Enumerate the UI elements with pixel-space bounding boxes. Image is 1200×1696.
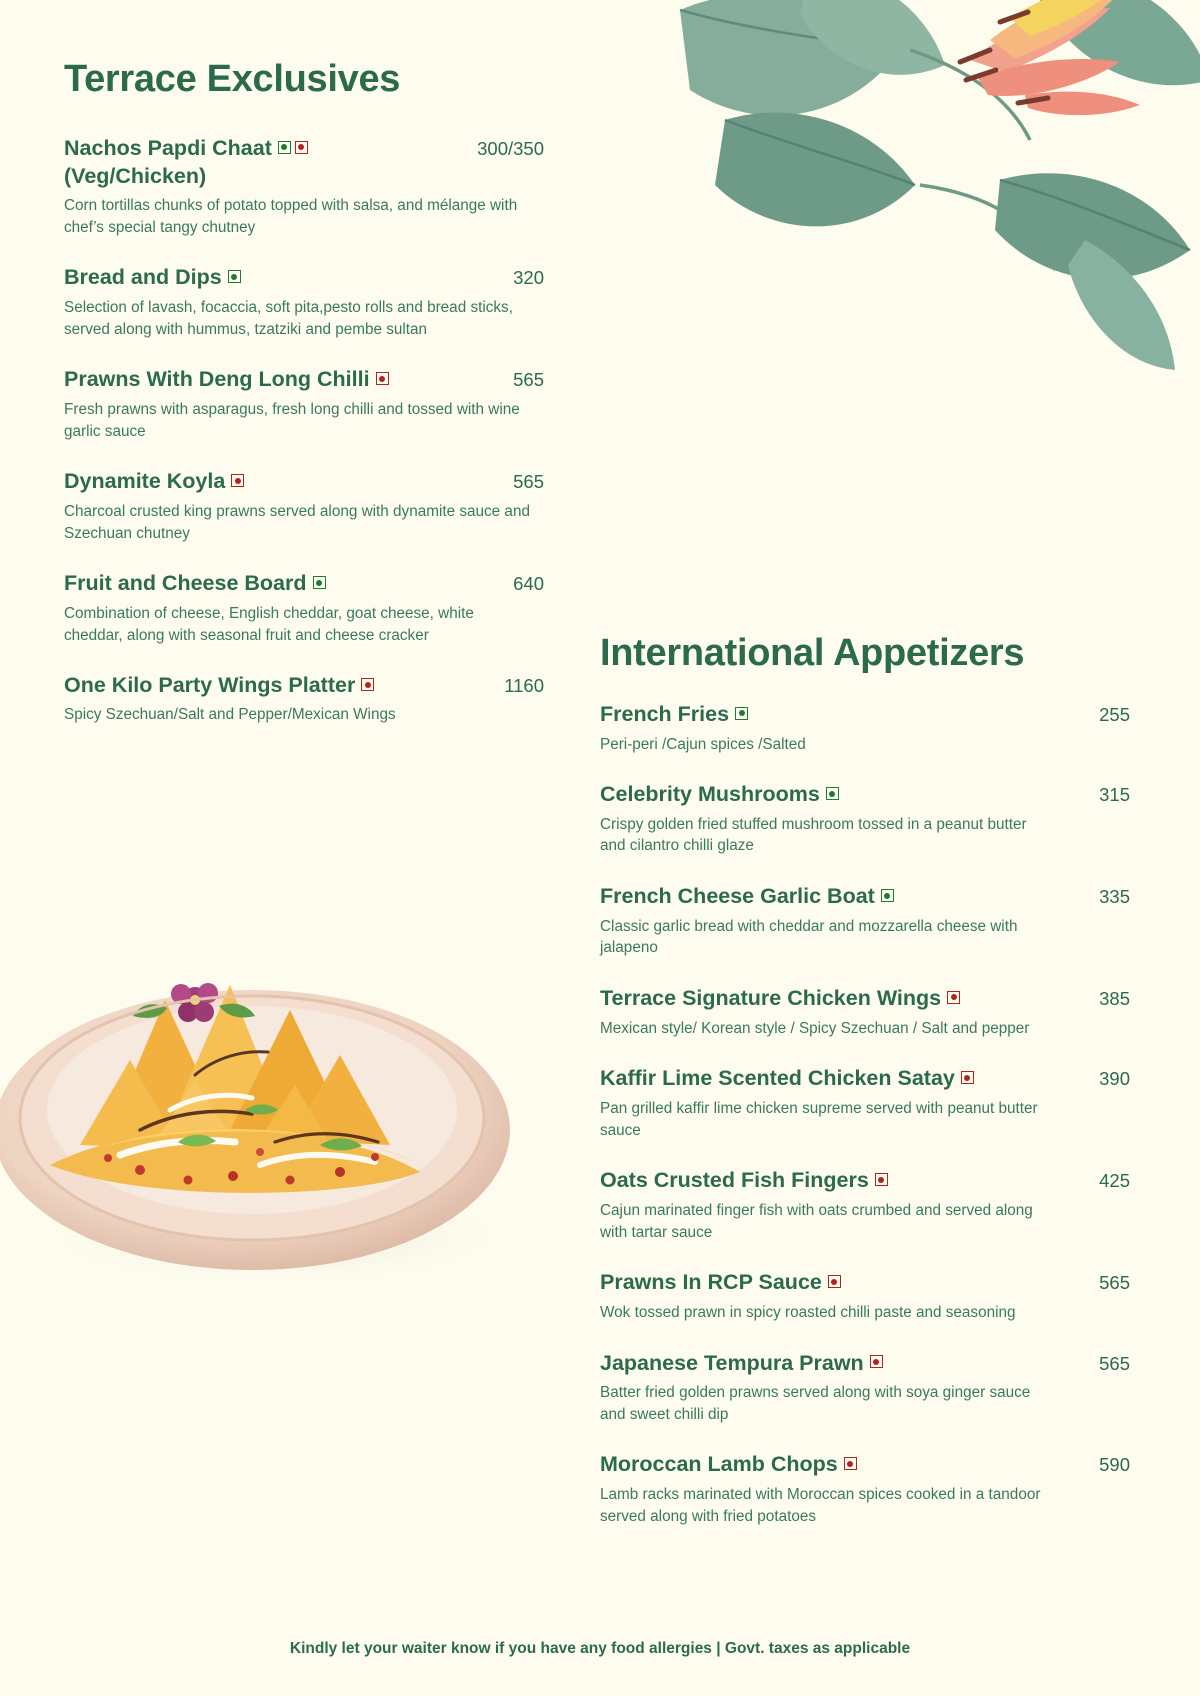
menu-item-name-text: French Cheese Garlic Boat xyxy=(600,884,875,909)
menu-item-name xyxy=(600,985,1089,1013)
veg-icon xyxy=(881,889,894,902)
diet-marks xyxy=(735,707,748,720)
menu-item-price: 590 xyxy=(1099,1454,1130,1476)
nonveg-icon xyxy=(295,141,308,154)
menu-item-name-text: Bread and Dips xyxy=(64,265,222,290)
menu-item-name xyxy=(600,1350,1089,1378)
menu-item-name-line2: (Veg/Chicken) xyxy=(64,163,207,188)
menu-item-name-text: Moroccan Lamb Chops xyxy=(600,1452,838,1477)
menu-item-description: Charcoal crusted king prawns served along with dynamite sauce and Szechuan chutney xyxy=(64,502,530,542)
menu-item-description: Corn tortillas chunks of potato topped with salsa, and mélange with chef’s special tangy chutney xyxy=(64,197,518,236)
diet-marks xyxy=(826,787,839,800)
menu-item-name-text: Prawns With Deng Long Chilli xyxy=(64,367,370,392)
menu-item-name xyxy=(600,781,1089,809)
diet-marks xyxy=(228,270,241,283)
menu-item xyxy=(64,570,544,646)
menu-item-name xyxy=(600,883,1089,911)
menu-item-price: 300/350 xyxy=(477,138,544,159)
section-terrace-exclusives xyxy=(64,58,544,752)
menu-item-name-text: Fruit and Cheese Board xyxy=(64,571,307,596)
section-international-appetizers xyxy=(600,632,1130,1553)
menu-item xyxy=(600,701,1130,755)
menu-item-description: Wok tossed prawn in spicy roasted chilli paste and seasoning xyxy=(600,1303,1016,1321)
menu-item-name-text: Prawns In RCP Sauce xyxy=(600,1270,822,1295)
menu-item-description: Crispy golden fried stuffed mushroom tossed in a peanut butter and cilantro chilli glaze xyxy=(600,815,1027,855)
menu-item-description: Fresh prawns with asparagus, fresh long chilli and tossed with wine garlic sauce xyxy=(64,400,520,440)
nonveg-icon xyxy=(361,678,374,691)
menu-item-price: 335 xyxy=(1099,886,1130,908)
menu-item-price: 565 xyxy=(513,369,544,391)
nonveg-icon xyxy=(961,1071,974,1084)
menu-item-name xyxy=(600,1065,1089,1093)
allergy-notice: Kindly let your waiter know if you have any food allergies | Govt. taxes as applicable xyxy=(289,1640,911,1657)
menu-item-name-text: Japanese Tempura Prawn xyxy=(600,1350,864,1375)
diet-marks xyxy=(844,1457,857,1470)
menu-item-name xyxy=(600,1167,1089,1195)
nonveg-icon xyxy=(828,1275,841,1288)
diet-marks xyxy=(376,372,389,385)
menu-item-price: 425 xyxy=(1099,1170,1130,1192)
menu-item-price: 1160 xyxy=(504,675,544,697)
menu-item xyxy=(600,1350,1130,1426)
menu-item-name-text: French Fries xyxy=(600,702,730,726)
veg-icon xyxy=(826,787,839,800)
menu-item-name xyxy=(600,701,1089,729)
menu-item-description: Combination of cheese, English cheddar, goat cheese, white cheddar, along with seasonal fruit and cheese cracker xyxy=(64,604,474,644)
menu-item-name xyxy=(600,1451,1089,1479)
menu-item-name xyxy=(64,468,503,496)
nonveg-icon xyxy=(231,474,244,487)
menu-item xyxy=(600,781,1130,857)
menu-item-name xyxy=(64,264,503,292)
nonveg-icon xyxy=(870,1355,883,1368)
nonveg-icon xyxy=(947,991,960,1004)
diet-marks xyxy=(881,889,894,902)
menu-item-description: Pan grilled kaffir lime chicken supreme served with peanut butter sauce xyxy=(600,1099,1038,1139)
diet-marks xyxy=(361,678,374,691)
nonveg-icon xyxy=(376,372,389,385)
diet-marks xyxy=(828,1275,841,1288)
veg-icon xyxy=(228,270,241,283)
menu-item xyxy=(64,264,544,340)
nonveg-icon xyxy=(844,1457,857,1470)
menu-item-price: 385 xyxy=(1099,988,1130,1010)
menu-item-description: Classic garlic bread with cheddar and mozzarella cheese with jalapeno xyxy=(600,917,1018,957)
section-title: International Appetizers xyxy=(600,632,1025,674)
menu-item xyxy=(64,135,544,238)
menu-item xyxy=(600,1451,1130,1527)
veg-icon xyxy=(278,141,291,154)
botanical-illustration xyxy=(670,0,1200,400)
menu-item-name-text: Kaffir Lime Scented Chicken Satay xyxy=(600,1066,955,1091)
menu-item-description: Mexican style/ Korean style / Spicy Szechuan / Salt and pepper xyxy=(600,1019,1030,1037)
menu-item-description: Cajun marinated finger fish with oats crumbed and served along with tartar sauce xyxy=(600,1201,1033,1241)
diet-marks xyxy=(278,141,308,154)
section-title: Terrace Exclusives xyxy=(64,58,401,100)
menu-item-name-text: Terrace Signature Chicken Wings xyxy=(600,986,942,1011)
dish-photo xyxy=(0,880,535,1310)
menu-item-name-text: Celebrity Mushrooms xyxy=(600,782,820,807)
diet-marks xyxy=(961,1071,974,1084)
menu-item-name xyxy=(64,672,494,700)
menu-item-price: 320 xyxy=(513,267,544,289)
menu-item-description: Peri-peri /Cajun spices /Salted xyxy=(600,735,806,753)
menu-item-name-text: Nachos Papdi Chaat xyxy=(64,136,272,160)
diet-marks xyxy=(870,1355,883,1368)
diet-marks xyxy=(875,1173,888,1186)
menu-item-name-text: Oats Crusted Fish Fingers xyxy=(600,1168,869,1193)
menu-item-description: Lamb racks marinated with Moroccan spices cooked in a tandoor served along with fried potatoes xyxy=(600,1485,1041,1525)
menu-item xyxy=(64,468,544,544)
menu-item-price: 390 xyxy=(1099,1068,1130,1090)
menu-item xyxy=(600,883,1130,959)
menu-item-name-text: One Kilo Party Wings Platter xyxy=(64,673,356,698)
menu-item-price: 315 xyxy=(1099,784,1130,806)
menu-item xyxy=(600,1167,1130,1243)
menu-item-price: 565 xyxy=(1099,1272,1130,1294)
menu-item-price: 565 xyxy=(513,471,544,493)
veg-icon xyxy=(313,576,326,589)
diet-marks xyxy=(947,991,960,1004)
menu-item-name xyxy=(64,135,467,190)
nonveg-icon xyxy=(875,1173,888,1186)
menu-item-price: 565 xyxy=(1099,1352,1130,1374)
veg-icon xyxy=(735,707,748,720)
diet-marks xyxy=(231,474,244,487)
menu-item xyxy=(600,985,1130,1039)
menu-item-price: 640 xyxy=(513,573,544,595)
menu-item-description: Batter fried golden prawns served along with soya ginger sauce and sweet chilli dip xyxy=(600,1384,1031,1423)
menu-item xyxy=(64,672,544,725)
menu-item-description: Spicy Szechuan/Salt and Pepper/Mexican Wings xyxy=(64,705,396,723)
menu-item xyxy=(600,1065,1130,1141)
menu-item xyxy=(600,1269,1130,1323)
menu-item-name xyxy=(600,1269,1089,1297)
menu-item-price: 255 xyxy=(1099,704,1130,725)
menu-item-name-text: Dynamite Koyla xyxy=(64,469,226,494)
menu-item-name xyxy=(64,570,503,598)
menu-item-description: Selection of lavash, focaccia, soft pita,pesto rolls and bread sticks, served along with hummus, tzatziki and pembe sultan xyxy=(64,298,513,338)
menu-item xyxy=(64,366,544,442)
diet-marks xyxy=(313,576,326,589)
menu-item-name xyxy=(64,366,503,394)
